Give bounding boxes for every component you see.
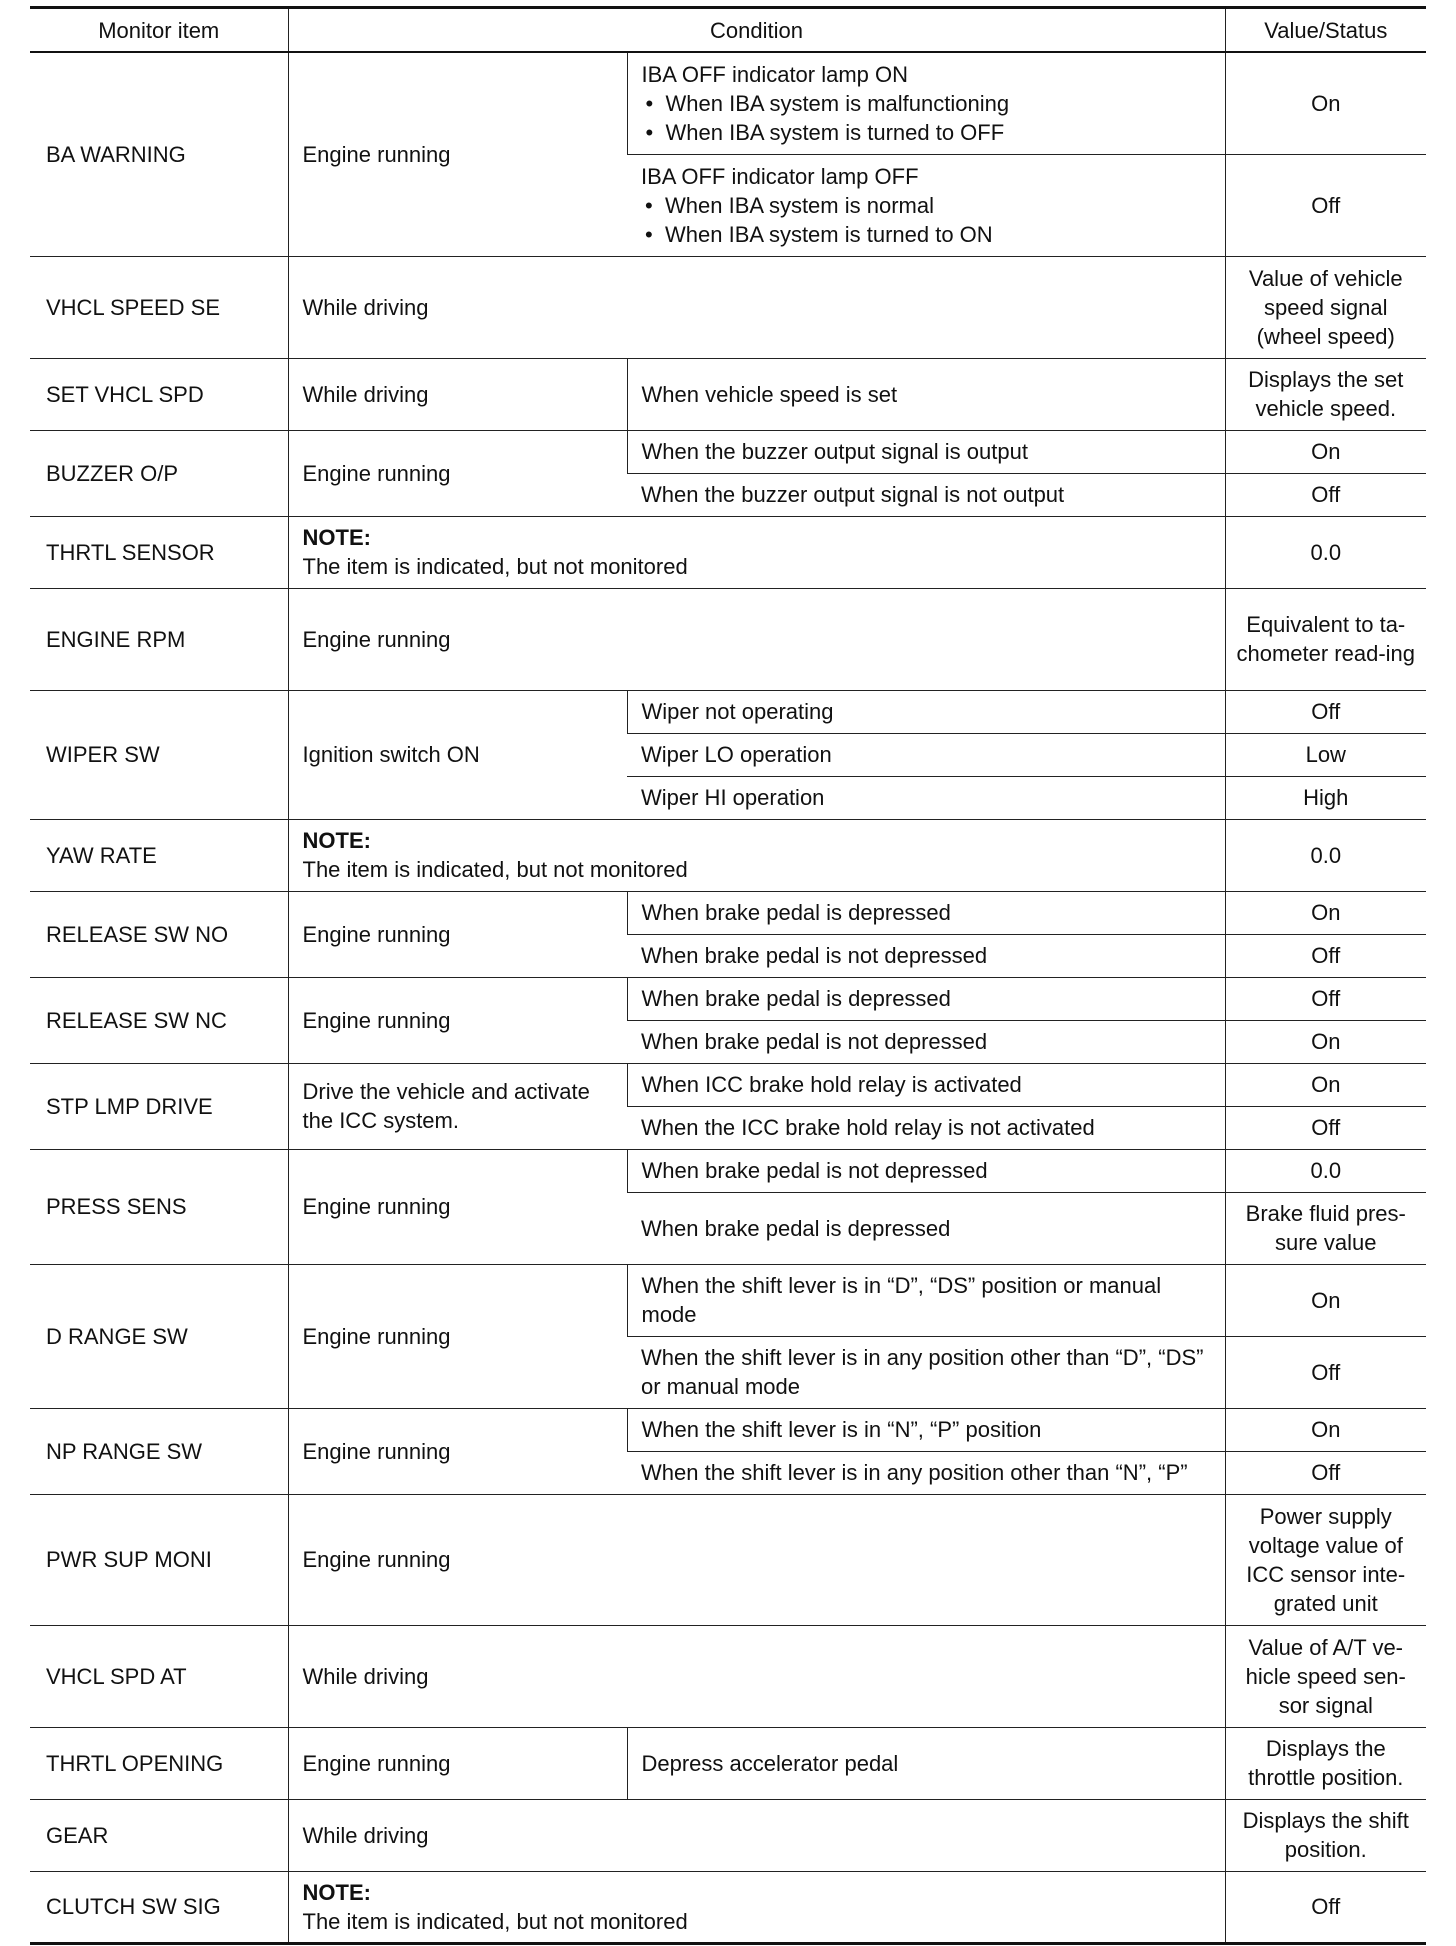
monitor-item: ENGINE RPM	[30, 588, 288, 690]
header-row	[30, 8, 1426, 53]
value-status: Displays the throttle position.	[1225, 1727, 1426, 1799]
monitor-item: CLUTCH SW SIG	[30, 1871, 288, 1943]
table-row	[30, 1149, 1426, 1192]
table-row	[30, 1063, 1426, 1106]
value-status: Brake fluid pres-sure value	[1225, 1192, 1426, 1264]
value-status: Low	[1225, 733, 1426, 776]
value-status: Value of A/T ve-hicle speed sen-sor signal	[1225, 1625, 1426, 1727]
value-status: Off	[1225, 473, 1426, 516]
condition: While driving	[288, 358, 627, 430]
sub-condition: When the buzzer output signal is not output	[627, 473, 1225, 516]
monitor-table	[30, 6, 1426, 1945]
condition: While driving	[288, 1799, 1225, 1871]
value-status: Off	[1225, 690, 1426, 733]
condition: Engine running	[288, 1494, 1225, 1625]
table-row	[30, 1799, 1426, 1871]
sub-condition: When brake pedal is not depressed	[627, 934, 1225, 977]
monitor-item: GEAR	[30, 1799, 288, 1871]
sub-condition: When brake pedal is depressed	[627, 891, 1225, 934]
sub-condition: When brake pedal is not depressed	[627, 1020, 1225, 1063]
condition: Engine running	[288, 977, 627, 1063]
sub-condition: Depress accelerator pedal	[627, 1727, 1225, 1799]
table-row	[30, 516, 1426, 588]
sub-condition: Wiper LO operation	[627, 733, 1225, 776]
monitor-item: RELEASE SW NC	[30, 977, 288, 1063]
note-cell	[288, 1871, 1225, 1943]
condition: While driving	[288, 256, 1225, 358]
condition: Engine running	[288, 1264, 627, 1408]
value-status: Displays the shift position.	[1225, 1799, 1426, 1871]
value-status: On	[1225, 1020, 1426, 1063]
condition: Engine running	[288, 588, 1225, 690]
value-status: Off	[1225, 977, 1426, 1020]
sub-condition-title: IBA OFF indicator lamp OFF	[641, 163, 919, 189]
bullet-item: • When IBA system is malfunctioning	[642, 89, 1211, 118]
monitor-item: PWR SUP MONI	[30, 1494, 288, 1625]
value-status: Value of vehicle speed signal (wheel speed)	[1225, 256, 1426, 358]
monitor-item: YAW RATE	[30, 819, 288, 891]
value-status: On	[1225, 1063, 1426, 1106]
monitor-item: RELEASE SW NO	[30, 891, 288, 977]
value-status: Off	[1225, 1336, 1426, 1408]
table-row	[30, 256, 1426, 358]
value-status: High	[1225, 776, 1426, 819]
sub-condition: Wiper HI operation	[627, 776, 1225, 819]
monitor-item: THRTL OPENING	[30, 1727, 288, 1799]
monitor-item: BUZZER O/P	[30, 430, 288, 516]
sub-condition	[627, 154, 1225, 256]
note-label: NOTE:	[302, 1879, 371, 1905]
condition: Engine running	[288, 1149, 627, 1264]
value-status: Power supply voltage value of ICC sensor inte-grated unit	[1225, 1494, 1426, 1625]
note-text: The item is indicated, but not monitored	[302, 1908, 688, 1934]
condition: Ignition switch ON	[288, 690, 627, 819]
note-label: NOTE:	[302, 525, 371, 550]
value-status: 0.0	[1225, 516, 1426, 588]
condition: Engine running	[288, 1408, 627, 1494]
value-status: On	[1225, 891, 1426, 934]
table-row	[30, 819, 1426, 891]
value-status: Off	[1225, 1451, 1426, 1494]
condition: Engine running	[288, 891, 627, 977]
value-status: Displays the set vehicle speed.	[1225, 358, 1426, 430]
header-value-status: Value/Status	[1225, 8, 1426, 53]
value-status: On	[1225, 1408, 1426, 1451]
note-label: NOTE:	[302, 828, 371, 853]
note-cell	[288, 819, 1225, 891]
sub-condition: When the shift lever is in any position other than “D”, “DS” or manual mode	[627, 1336, 1225, 1408]
monitor-item: PRESS SENS	[30, 1149, 288, 1264]
sub-condition: When vehicle speed is set	[627, 358, 1225, 430]
note-cell	[288, 516, 1225, 588]
table-row	[30, 1871, 1426, 1943]
table-row	[30, 977, 1426, 1020]
monitor-item: STP LMP DRIVE	[30, 1063, 288, 1149]
value-status: 0.0	[1225, 1149, 1426, 1192]
sub-condition: When the shift lever is in “D”, “DS” position or manual mode	[627, 1264, 1225, 1336]
table-row	[30, 588, 1426, 690]
value-status: Off	[1225, 1871, 1426, 1943]
header-monitor-item: Monitor item	[30, 8, 288, 53]
sub-condition: When brake pedal is not depressed	[627, 1149, 1225, 1192]
condition: Engine running	[288, 1727, 627, 1799]
table-row	[30, 690, 1426, 733]
table-row	[30, 430, 1426, 473]
sub-condition: When the ICC brake hold relay is not activated	[627, 1106, 1225, 1149]
condition: Drive the vehicle and activate the ICC system.	[288, 1063, 627, 1149]
value-status: On	[1225, 52, 1426, 154]
table-row	[30, 1625, 1426, 1727]
value-status: On	[1225, 430, 1426, 473]
monitor-item: THRTL SENSOR	[30, 516, 288, 588]
bullet-item: • When IBA system is turned to ON	[641, 220, 1211, 249]
value-status: Off	[1225, 934, 1426, 977]
condition: Engine running	[288, 430, 627, 516]
sub-condition: When the shift lever is in “N”, “P” position	[627, 1408, 1225, 1451]
value-status: On	[1225, 1264, 1426, 1336]
table-row	[30, 1494, 1426, 1625]
bullet-item: • When IBA system is normal	[641, 191, 1211, 220]
table-row	[30, 358, 1426, 430]
condition: Engine running	[288, 52, 627, 256]
sub-condition: When the shift lever is in any position other than “N”, “P”	[627, 1451, 1225, 1494]
sub-condition: When ICC brake hold relay is activated	[627, 1063, 1225, 1106]
value-status: Off	[1225, 1106, 1426, 1149]
bullet-item: • When IBA system is turned to OFF	[642, 118, 1211, 147]
monitor-item: VHCL SPEED SE	[30, 256, 288, 358]
condition: While driving	[288, 1625, 1225, 1727]
sub-condition: Wiper not operating	[627, 690, 1225, 733]
table-row	[30, 891, 1426, 934]
sub-condition: When the buzzer output signal is output	[627, 430, 1225, 473]
header-condition: Condition	[288, 8, 1225, 53]
value-status: 0.0	[1225, 819, 1426, 891]
sub-condition-title: IBA OFF indicator lamp ON	[641, 61, 909, 87]
monitor-item: SET VHCL SPD	[30, 358, 288, 430]
monitor-item: VHCL SPD AT	[30, 1625, 288, 1727]
note-text: The item is indicated, but not monitored	[302, 554, 688, 579]
table-row	[30, 52, 1426, 154]
sub-condition: When brake pedal is depressed	[627, 1192, 1225, 1264]
table-row	[30, 1727, 1426, 1799]
sub-condition	[627, 52, 1225, 154]
monitor-item: BA WARNING	[30, 52, 288, 256]
monitor-item: WIPER SW	[30, 690, 288, 819]
monitor-item: D RANGE SW	[30, 1264, 288, 1408]
value-status: Off	[1225, 154, 1426, 256]
sub-condition: When brake pedal is depressed	[627, 977, 1225, 1020]
value-status: Equivalent to ta-chometer read-ing	[1225, 588, 1426, 690]
monitor-item: NP RANGE SW	[30, 1408, 288, 1494]
note-text: The item is indicated, but not monitored	[302, 857, 688, 882]
table-row	[30, 1408, 1426, 1451]
table-row	[30, 1264, 1426, 1336]
